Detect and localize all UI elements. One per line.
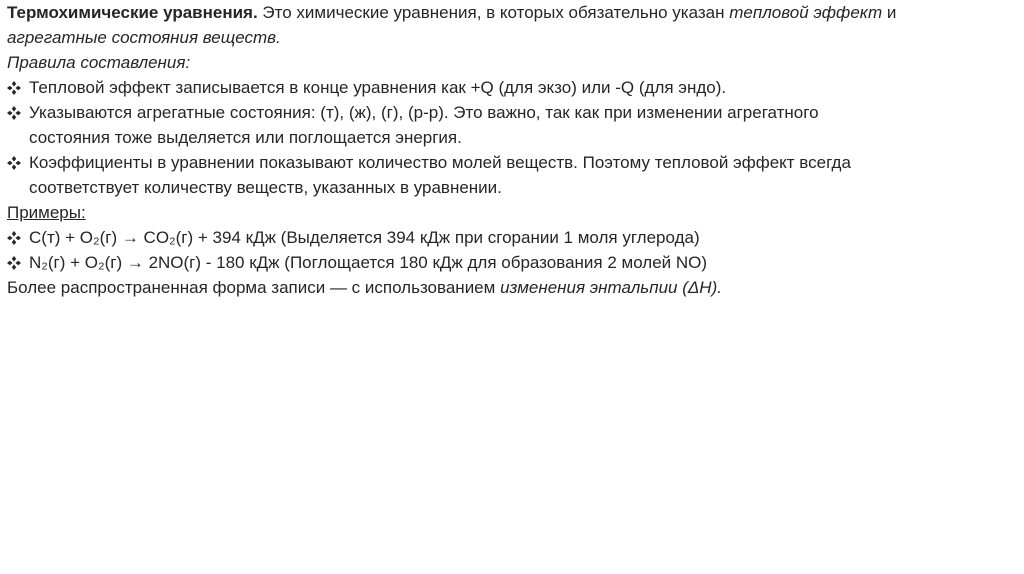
four-diamond-bullet-icon (7, 150, 29, 175)
intro-line-2: агрегатные состояния веществ. (7, 28, 281, 47)
rule-item (7, 100, 1019, 150)
rule-item-text: Тепловой эффект записывается в конце уравнения как +Q (для экзо) или -Q (для эндо). (29, 78, 727, 97)
intro-text-b: и (882, 3, 897, 22)
footer-text: Более распространенная форма записи — с использованием (7, 278, 501, 297)
rule-item-text: Коэффициенты в уравнении показывают количество молей веществ. Поэтому тепловой эффект всегда (29, 153, 851, 172)
example-item (7, 225, 1019, 250)
rule-item-text: Указываются агрегатные состояния: (т), (ж), (г), (р-р). Это важно, так как при изменении агрегатного (29, 103, 819, 122)
footer-emph-enthalpy: изменения энтальпии (ΔH). (500, 278, 722, 297)
intro-emph-heat-effect: тепловой эффект (729, 3, 883, 22)
example-item (7, 250, 1019, 275)
example-equation: C(т) + O₂(г) → CO₂(г) + 394 кДж (Выделяется 394 кДж при сгорании 1 моля углерода) (29, 228, 700, 247)
rule-item-text-continued: соответствует количеству веществ, указанных в уравнении. (29, 178, 502, 197)
rule-item-text-continued: состояния тоже выделяется или поглощается энергия. (29, 128, 462, 147)
example-equation: N₂(г) + O₂(г) → 2NO(г) - 180 кДж (Поглощается 180 кДж для образования 2 молей NO) (29, 253, 708, 272)
footer-line (7, 275, 1019, 300)
rule-item (7, 150, 1019, 200)
four-diamond-bullet-icon (7, 250, 29, 275)
four-diamond-bullet-icon (7, 100, 29, 125)
four-diamond-bullet-icon (7, 225, 29, 250)
slide-content (7, 0, 1019, 300)
rules-heading: Правила составления: (7, 53, 191, 72)
intro-term: Термохимические уравнения. (7, 3, 258, 22)
intro-text-a: Это химические уравнения, в которых обязательно указан (257, 3, 730, 22)
rule-item (7, 75, 1019, 100)
four-diamond-bullet-icon (7, 75, 29, 100)
examples-heading: Примеры: (7, 203, 86, 222)
intro-line-1 (7, 0, 1019, 25)
